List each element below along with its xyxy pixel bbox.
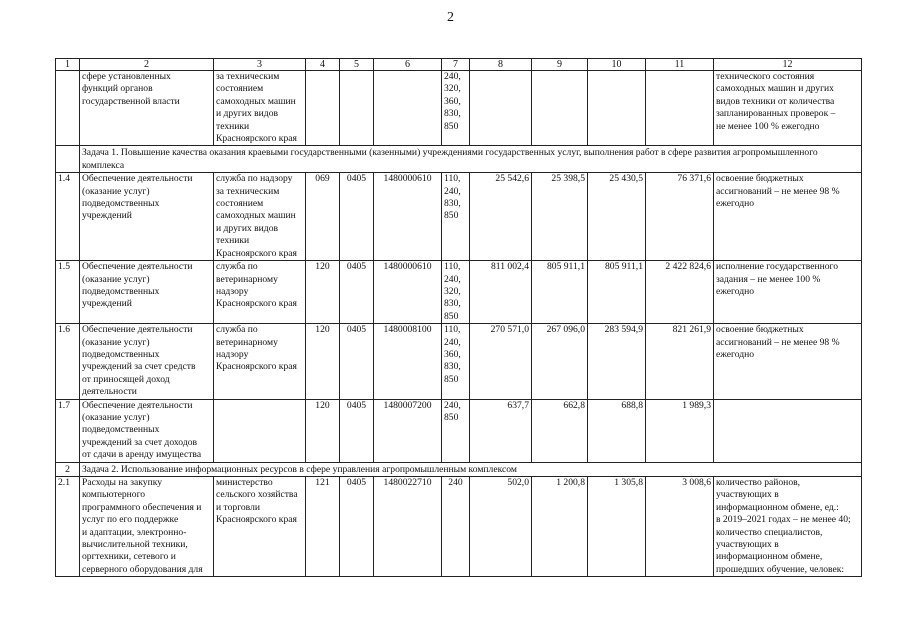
col-header: 3	[214, 59, 306, 71]
task-1-text: Задача 1. Повышение качества оказания краевыми государственными (казенными) учреждениями государственных услуг, выполнения работ в сфере развития агропромышленного комплекса	[80, 146, 862, 173]
col-header: 2	[80, 59, 214, 71]
cell-num: 1.4	[56, 173, 80, 261]
cell-executor	[214, 399, 306, 462]
cell-grbs: 120	[306, 261, 340, 324]
col-header: 4	[306, 59, 340, 71]
cell-executor: министерство сельского хозяйства и торговли Красноярского края	[214, 477, 306, 577]
col-header: 5	[340, 59, 374, 71]
col-header: 10	[588, 59, 646, 71]
cell-name: Обеспечение деятельности (оказание услуг) подведомственных учреждений	[80, 261, 214, 324]
cell-executor: служба по ветеринарному надзору Красноярского края	[214, 261, 306, 324]
cell-rzpr: 0405	[340, 173, 374, 261]
header-row	[56, 59, 862, 71]
cell-csr: 1480007200	[374, 399, 442, 462]
table-row	[56, 71, 862, 146]
cell-num: 2.1	[56, 477, 80, 577]
table-row	[56, 173, 862, 261]
cell-vr: 240	[442, 477, 470, 577]
cell-vr: 240, 320, 360, 830, 850	[442, 71, 470, 146]
table-row	[56, 477, 862, 577]
cell-y2: 805 911,1	[532, 261, 588, 324]
cell-y1: 502,0	[470, 477, 532, 577]
task-row	[56, 146, 862, 173]
cell-executor: служба по надзору за техническим состоянием самоходных машин и других видов техники Красноярского края	[214, 173, 306, 261]
cell-vr: 110, 240, 360, 830, 850	[442, 324, 470, 399]
cell-total: 3 008,6	[646, 477, 714, 577]
col-header: 8	[470, 59, 532, 71]
cell-name: Обеспечение деятельности (оказание услуг) подведомственных учреждений	[80, 173, 214, 261]
cell-num: 1.5	[56, 261, 80, 324]
cell-y2: 267 096,0	[532, 324, 588, 399]
page-number: 2	[447, 10, 454, 25]
col-header: 11	[646, 59, 714, 71]
cell-rzpr: 0405	[340, 261, 374, 324]
cell-csr: 1480022710	[374, 477, 442, 577]
cell-total: 821 261,9	[646, 324, 714, 399]
cell-y2: 25 398,5	[532, 173, 588, 261]
cell-y3: 25 430,5	[588, 173, 646, 261]
cell-num: 2	[56, 462, 80, 476]
cell-vr: 110, 240, 320, 830, 850	[442, 261, 470, 324]
col-header: 9	[532, 59, 588, 71]
col-header: 6	[374, 59, 442, 71]
cell-y3: 283 594,9	[588, 324, 646, 399]
cell-result: освоение бюджетных ассигнований – не менее 98 % ежегодно	[714, 324, 862, 399]
cell-total: 76 371,6	[646, 173, 714, 261]
cell-num: 1.7	[56, 399, 80, 462]
cell-y1: 637,7	[470, 399, 532, 462]
col-header: 7	[442, 59, 470, 71]
cell-y3: 1 305,8	[588, 477, 646, 577]
cell-grbs: 121	[306, 477, 340, 577]
cell-executor: служба по ветеринарному надзору Красноярского края	[214, 324, 306, 399]
cell-grbs: 069	[306, 173, 340, 261]
cell-y3: 688,8	[588, 399, 646, 462]
cell-name: сфере установленных функций органов государственной власти	[80, 71, 214, 146]
table-row	[56, 324, 862, 399]
cell-num: 1.6	[56, 324, 80, 399]
cell-rzpr: 0405	[340, 399, 374, 462]
task-2-text: Задача 2. Использование информационных ресурсов в сфере управления агропромышленным комплексом	[80, 462, 862, 476]
program-table	[55, 58, 862, 577]
table-row	[56, 399, 862, 462]
cell-result: количество районов, участвующих в информационном обмене, ед.: в 2019–2021 годах – не менее 40; количество специалистов, участвующих в информационном обмене, прошедших обучение, человек:	[714, 477, 862, 577]
cell-name: Обеспечение деятельности (оказание услуг) подведомственных учреждений за счет средств от приносящей доход деятельности	[80, 324, 214, 399]
cell-name: Расходы на закупку компьютерного программного обеспечения и услуг по его поддержке и адаптации, электронно- вычислительной техники, оргтехники, сетевого и серверного оборудования для	[80, 477, 214, 577]
cell-csr: 1480000610	[374, 173, 442, 261]
cell-vr: 240, 850	[442, 399, 470, 462]
cell-csr: 1480008100	[374, 324, 442, 399]
cell-y1: 811 002,4	[470, 261, 532, 324]
cell-csr: 1480000610	[374, 261, 442, 324]
cell-y2: 1 200,8	[532, 477, 588, 577]
cell-total: 1 989,3	[646, 399, 714, 462]
cell-y1: 270 571,0	[470, 324, 532, 399]
cell-grbs: 120	[306, 399, 340, 462]
cell-vr: 110, 240, 830, 850	[442, 173, 470, 261]
cell-executor: за техническим состоянием самоходных машин и других видов техники Красноярского края	[214, 71, 306, 146]
cell-rzpr: 0405	[340, 324, 374, 399]
cell-y2: 662,8	[532, 399, 588, 462]
cell-result: исполнение государственного задания – не менее 100 % ежегодно	[714, 261, 862, 324]
cell-result: технического состояния самоходных машин и других видов техники от количества запланированных проверок – не менее 100 % ежегодно	[714, 71, 862, 146]
cell-y3: 805 911,1	[588, 261, 646, 324]
cell-name: Обеспечение деятельности (оказание услуг) подведомственных учреждений за счет доходов от сдачи в аренду имущества	[80, 399, 214, 462]
cell-total: 2 422 824,6	[646, 261, 714, 324]
table-row	[56, 261, 862, 324]
cell-result	[714, 399, 862, 462]
col-header: 1	[56, 59, 80, 71]
cell-grbs: 120	[306, 324, 340, 399]
cell-y1: 25 542,6	[470, 173, 532, 261]
cell-result: освоение бюджетных ассигнований – не менее 98 % ежегодно	[714, 173, 862, 261]
col-header: 12	[714, 59, 862, 71]
cell-rzpr: 0405	[340, 477, 374, 577]
task-row	[56, 462, 862, 476]
